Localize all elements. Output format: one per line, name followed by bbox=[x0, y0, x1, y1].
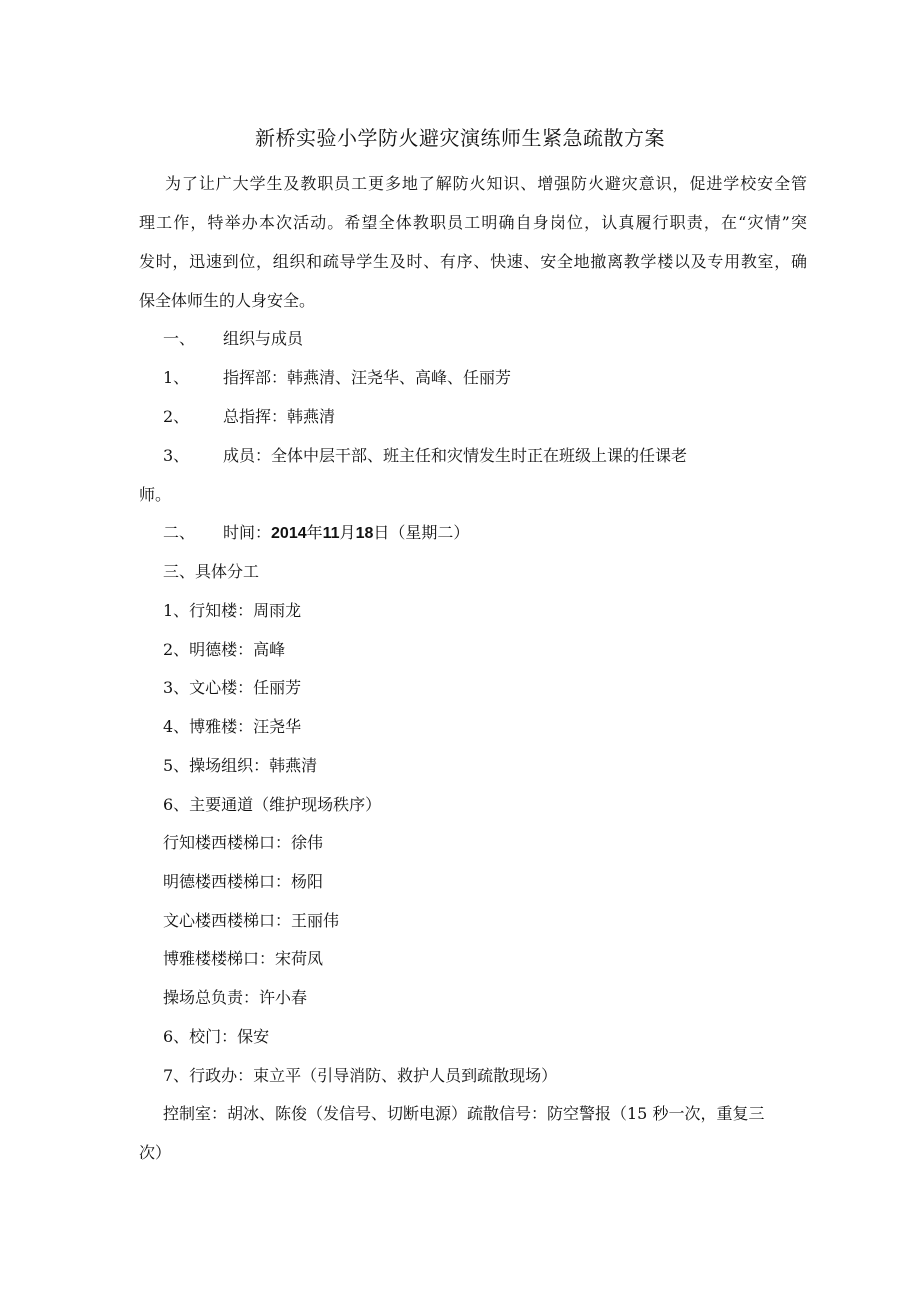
item-number: 2、 bbox=[163, 407, 190, 426]
section-heading: 三、具体分工 bbox=[163, 562, 260, 581]
list-item: 控制室：胡冰、陈俊（发信号、切断电源）疏散信号：防空警报（15 秒一次，重复三 bbox=[163, 1104, 765, 1123]
section-heading bbox=[163, 327, 303, 351]
time-month-unit: 月 bbox=[339, 523, 356, 542]
time-day: 18 bbox=[355, 525, 374, 542]
time-year: 2014 bbox=[271, 525, 307, 542]
time-day-unit: 日（星期二） bbox=[373, 523, 470, 542]
item-text: 指挥部：韩燕清、汪尧华、高峰、任丽芳 bbox=[223, 368, 512, 387]
section-heading bbox=[163, 521, 469, 546]
document-title: 新桥实验小学防火避灾演练师生紧急疏散方案 bbox=[255, 126, 665, 150]
intro-line: 为了让广大学生及教职员工更多地了解防火知识、增强防火避灾意识，促进学校安全管 bbox=[165, 174, 807, 193]
list-item: 文心楼西楼梯口：王丽伟 bbox=[163, 911, 340, 930]
time-month: 11 bbox=[322, 525, 340, 542]
list-item bbox=[163, 444, 687, 468]
list-item: 6、主要通道（维护现场秩序） bbox=[163, 795, 382, 814]
list-item: 明德楼西楼梯口：杨阳 bbox=[163, 872, 324, 891]
intro-line: 发时，迅速到位，组织和疏导学生及时、有序、快速、安全地撤离教学楼以及专用教室，确 bbox=[139, 252, 807, 271]
item-continuation: 师。 bbox=[139, 485, 172, 504]
time-label: 时间： bbox=[223, 523, 272, 542]
time-year-unit: 年 bbox=[306, 523, 323, 542]
section-number: 一、 bbox=[163, 329, 196, 348]
list-item: 5、操场组织：韩燕清 bbox=[163, 756, 318, 775]
list-item: 行知楼西楼梯口：徐伟 bbox=[163, 833, 324, 852]
list-item bbox=[163, 405, 335, 429]
section-number: 二、 bbox=[163, 523, 196, 542]
item-text: 成员：全体中层干部、班主任和灾情发生时正在班级上课的任课老 bbox=[223, 446, 688, 465]
list-item: 4、博雅楼：汪尧华 bbox=[163, 717, 302, 736]
intro-line: 理工作，特举办本次活动。希望全体教职员工明确自身岗位，认真履行职责，在“灾情”突 bbox=[139, 213, 807, 232]
list-item: 博雅楼楼梯口：宋荷凤 bbox=[163, 949, 324, 968]
list-item: 1、行知楼：周雨龙 bbox=[163, 601, 302, 620]
list-item: 操场总负责：许小春 bbox=[163, 988, 308, 1007]
list-item: 3、文心楼：任丽芳 bbox=[163, 678, 302, 697]
list-item: 2、明德楼：高峰 bbox=[163, 640, 286, 659]
item-number: 3、 bbox=[163, 446, 190, 465]
item-continuation: 次） bbox=[139, 1143, 172, 1162]
list-item bbox=[163, 366, 511, 390]
section-title: 组织与成员 bbox=[223, 329, 304, 348]
item-text: 总指挥：韩燕清 bbox=[223, 407, 336, 426]
list-item: 7、行政办：束立平（引导消防、救护人员到疏散现场） bbox=[163, 1066, 558, 1085]
item-number: 1、 bbox=[163, 368, 190, 387]
list-item: 6、校门：保安 bbox=[163, 1027, 270, 1046]
intro-line: 保全体师生的人身安全。 bbox=[139, 291, 316, 310]
